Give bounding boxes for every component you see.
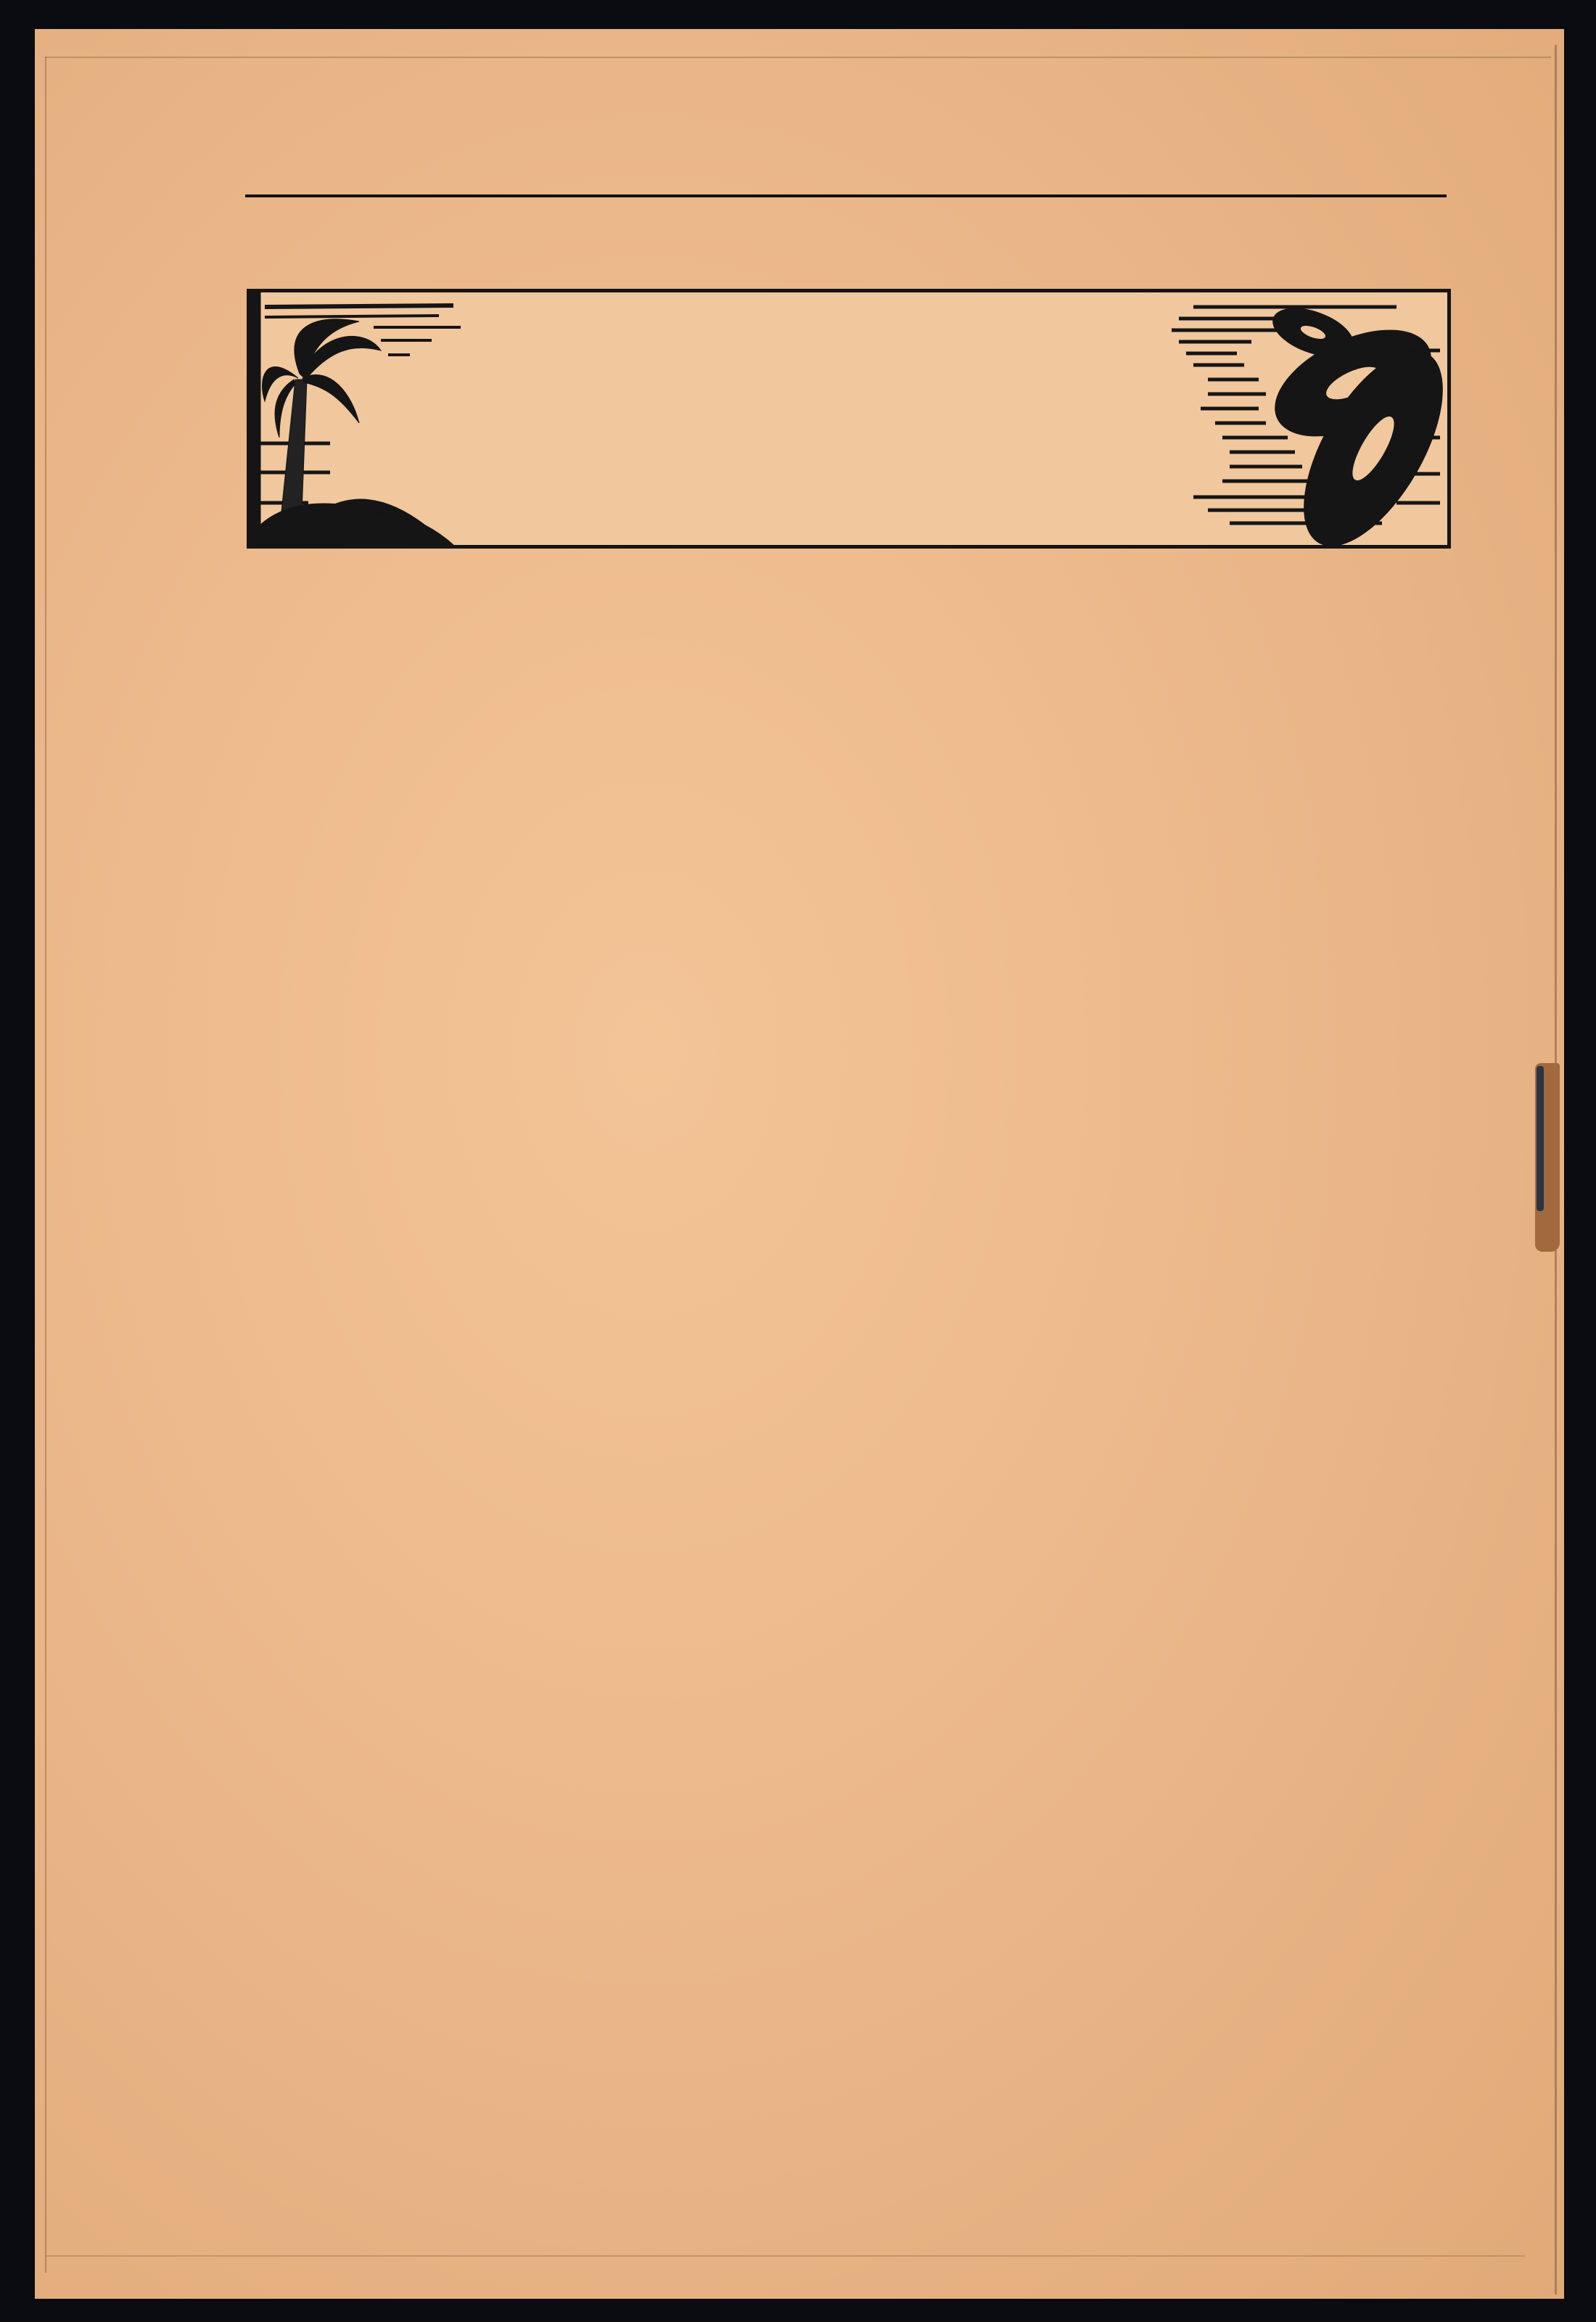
- banner-title: [250, 292, 1447, 545]
- page-edge-top: [45, 57, 1551, 58]
- section-banner: [247, 289, 1451, 549]
- page-edge-left: [45, 57, 46, 2273]
- header-rule: [245, 194, 1447, 197]
- binding-tear: [1535, 1063, 1560, 1252]
- page-edge-bottom: [45, 2255, 1525, 2257]
- running-head: [247, 136, 1445, 187]
